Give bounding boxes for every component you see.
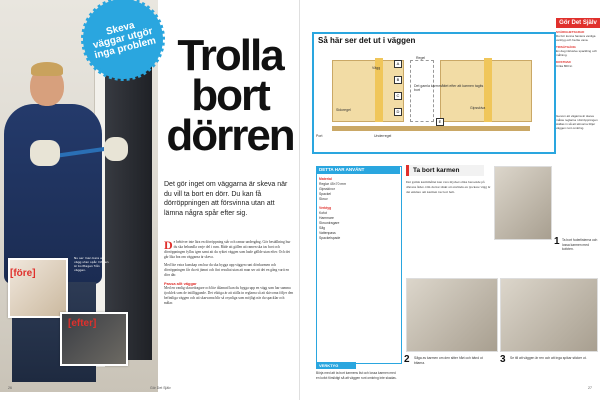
fact-key: KOSTNAD bbox=[556, 60, 571, 64]
materials-item: Hammare bbox=[319, 216, 334, 220]
step-number: 3 bbox=[500, 354, 506, 365]
body-paragraph: Med en vanlig skruvdragare och lite tålamod kan du bygga upp en vägg som har samma tjocklek som de intilliggande. Det viktiga är att ställa in reglarna så att skivorna följer den befintliga väggen och att skarvarna blir så osynliga som möjligt när du spacklar och målar. bbox=[164, 286, 294, 305]
materials-item: Spackel bbox=[319, 192, 332, 196]
fact-value: Cirka 800 kr. bbox=[556, 64, 573, 68]
photo-man-hair bbox=[31, 62, 63, 76]
section-heading: Ta bort karmen bbox=[406, 165, 484, 176]
after-label: [efter] bbox=[68, 318, 97, 329]
diagram-label: Underregel bbox=[374, 134, 392, 138]
folio-right-number: 27 bbox=[588, 386, 592, 390]
step-number: 2 bbox=[404, 354, 410, 365]
article-body bbox=[164, 240, 294, 306]
photo-caption: Nu ser man bara en vägg utan spår. Dörren är borttagen från väggen. bbox=[74, 256, 109, 272]
step-text: Ta bort foderlisterna och lossa karmen med kofoten. bbox=[562, 238, 598, 252]
materials-list bbox=[319, 177, 399, 241]
photo-glove-right bbox=[104, 137, 128, 161]
diagram-marker: E bbox=[436, 118, 444, 126]
burst-text: Skeva väggar utgör inga problem bbox=[91, 19, 158, 62]
before-label: [före] bbox=[10, 268, 36, 279]
step-number: 1 bbox=[554, 236, 560, 247]
diagram-label: Vägg bbox=[372, 66, 381, 70]
body-subhead: Passa allt väggar bbox=[164, 281, 197, 286]
folio-left-number: 26 bbox=[8, 386, 12, 390]
diagram-label: Regel bbox=[416, 56, 426, 60]
section-tab: Gör Det Själv bbox=[556, 18, 600, 28]
diagram-inner-caption: Det gamla karmmåttet efter att karmen tagits bort bbox=[414, 84, 484, 92]
step-photo-2 bbox=[406, 278, 498, 352]
body-paragraph: Med lite extra kunskap om hur du ska bygga upp väggen runt dörrkarmen och dörröppningen får du ett jämnt och fint resultat utan att man ser att det en gång varit en dörr där. bbox=[164, 263, 290, 277]
diagram-marker: B bbox=[394, 76, 402, 84]
materials-item: Skruv bbox=[319, 197, 328, 201]
fact-value: Du bör kunna hantera vanliga verktyg och ha lite vana. bbox=[556, 34, 596, 42]
diagram-marker: A bbox=[394, 60, 402, 68]
diagram-bottom-plate bbox=[332, 126, 530, 131]
step-photo-3 bbox=[500, 278, 598, 352]
diagram-title: Så här ser det ut i väggen bbox=[318, 36, 416, 45]
drop-cap: D bbox=[164, 238, 173, 252]
body-paragraph: e behöver inte lära en dörröppning står och ramar undergång. Gör beställning hur du ska behandla varje del i rum. Både att gällen att ramen ska tas bort och dörröppningen fyllas igen samt att du ryktet väggen som hade gällde utan efter. Och det går lika bra om väggarna är skeva. bbox=[164, 240, 291, 259]
title-line: dörren bbox=[166, 111, 294, 160]
diagram-marker: C bbox=[394, 92, 402, 100]
tip-header: VERKTYG bbox=[316, 362, 356, 369]
materials-item: Gipsskivor bbox=[319, 187, 335, 191]
materials-item: Spackelspade bbox=[319, 236, 341, 240]
materials-item: Vattenpass bbox=[319, 231, 336, 235]
diagram-label: Sidoregel bbox=[336, 108, 351, 112]
fact-value: En dag inklusive spackling och målning. bbox=[556, 49, 597, 57]
step-text: Se till att väggen är ren och att inga spikar sticker ut. bbox=[510, 356, 587, 360]
article-lede: Det gör inget om väggarna är skeva när du vill ta bort en dörr. Du kan få dörröppningen att försvinna utan att lämna några spår efter sig. bbox=[164, 181, 288, 217]
diagram-label: Port bbox=[316, 134, 323, 138]
photo-glove-left bbox=[30, 140, 60, 166]
materials-item: Reglar 45×70 mm bbox=[319, 182, 347, 186]
diagram-label: Gipsskiva bbox=[470, 106, 486, 110]
folio-left-magazine: Gör Det Själv bbox=[150, 386, 171, 390]
materials-header: DETTA HAR ANVÄNT bbox=[316, 166, 400, 174]
section-intro: Det gamla karmmåttet kan vara mycket olika beroende på dörrens ålder. Om du har tänkt att använda en tjockare vägg är det enklare om karmen tas bort helt. bbox=[406, 180, 491, 194]
diagram-marker: D bbox=[394, 108, 402, 116]
materials-item: Skruvdragare bbox=[319, 221, 340, 225]
materials-group-title: Verktyg bbox=[319, 206, 332, 210]
tip-text: Börja med att ta bort karmens list och lossa karmen med en kofot försiktigt så att väggen runt omkring inte skadas. bbox=[316, 371, 397, 380]
materials-item: Såg bbox=[319, 226, 326, 230]
title-line: Trolla bbox=[177, 31, 283, 80]
fact-key: SVÅRIGHETSGRAD bbox=[556, 30, 585, 34]
facts-box bbox=[556, 30, 600, 110]
title-line: bort bbox=[191, 71, 269, 120]
step-photo-1 bbox=[494, 166, 552, 240]
materials-item: Kofot bbox=[319, 211, 327, 215]
materials-group-title: Material bbox=[319, 177, 332, 181]
diagram-caption: Genom att vägarna är skeva måste reglarna i dörröppningen ställas in så att skivorna följer väggen runt omkring. bbox=[556, 114, 598, 130]
step-text: Såga av karmen om den sitter hårt och bänd ut bitarna. bbox=[414, 356, 483, 365]
fact-key: TIDSÅTGÅNG bbox=[556, 45, 576, 49]
before-photo bbox=[8, 258, 68, 318]
article-title bbox=[160, 31, 300, 160]
